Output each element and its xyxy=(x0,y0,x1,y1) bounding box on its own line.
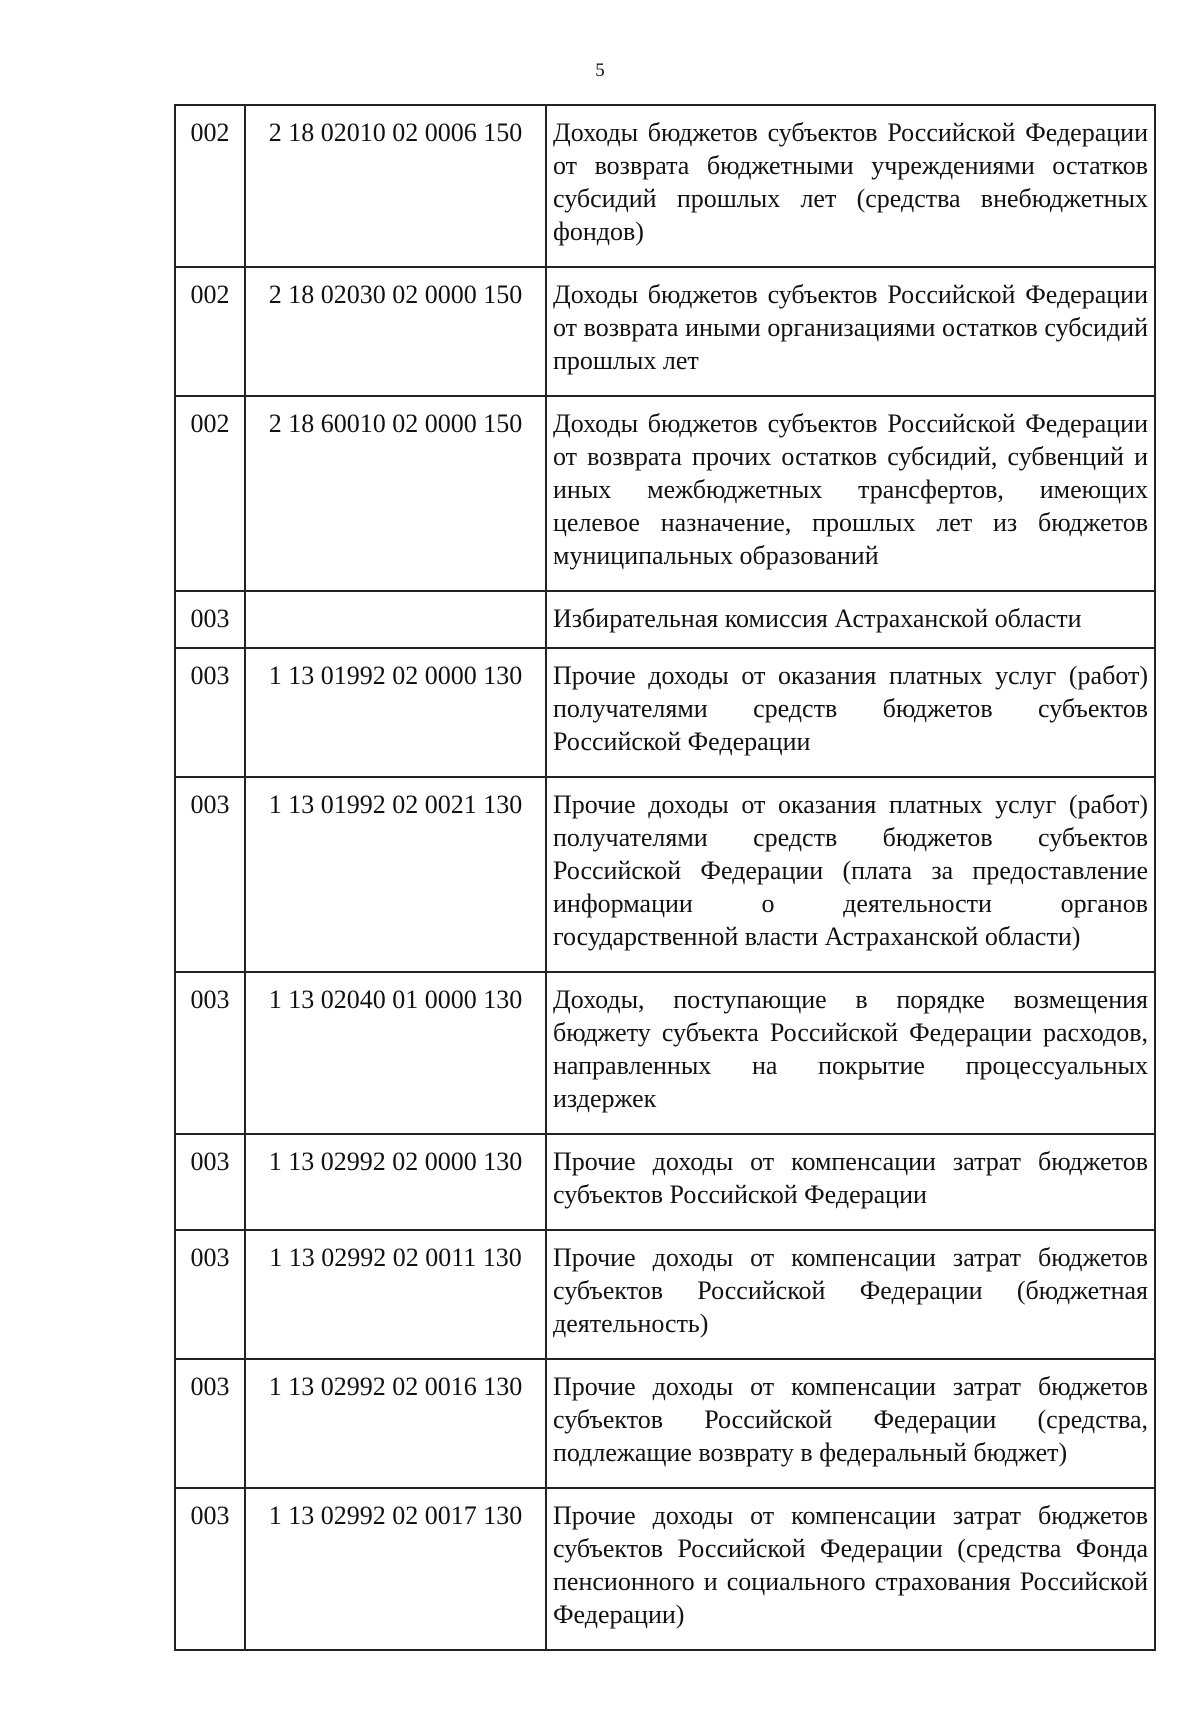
description-cell: Прочие доходы от компенсации затрат бюджетов субъектов Российской Федерации (средства Фонда пенсионного и социального страхования Российской Федерации) xyxy=(546,1488,1155,1650)
admin-code-cell: 002 xyxy=(175,105,245,267)
budget-code-cell: 1 13 02992 02 0016 130 xyxy=(245,1359,546,1488)
budget-code-cell: 1 13 01992 02 0000 130 xyxy=(245,648,546,777)
budget-code-cell: 2 18 02030 02 0000 150 xyxy=(245,267,546,396)
description-cell: Прочие доходы от компенсации затрат бюджетов субъектов Российской Федерации (средства, подлежащие возврату в федеральный бюджет) xyxy=(546,1359,1155,1488)
revenue-table xyxy=(174,104,1156,1651)
description-cell: Доходы, поступающие в порядке возмещения бюджету субъекта Российской Федерации расходов, направленных на покрытие процессуальных издержек xyxy=(546,972,1155,1134)
admin-code-cell: 003 xyxy=(175,1488,245,1650)
admin-code-cell: 003 xyxy=(175,1230,245,1359)
table-row xyxy=(175,1134,1155,1230)
admin-code-cell: 003 xyxy=(175,1134,245,1230)
table-row xyxy=(175,1488,1155,1650)
description-cell: Прочие доходы от оказания платных услуг (работ) получателями средств бюджетов субъектов Российской Федерации (плата за предоставление информации о деятельности органов государственной власти Астраханской области) xyxy=(546,777,1155,972)
description-cell: Прочие доходы от оказания платных услуг (работ) получателями средств бюджетов субъектов Российской Федерации xyxy=(546,648,1155,777)
table-row xyxy=(175,972,1155,1134)
table-row xyxy=(175,648,1155,777)
table-row xyxy=(175,105,1155,267)
description-cell: Прочие доходы от компенсации затрат бюджетов субъектов Российской Федерации xyxy=(546,1134,1155,1230)
budget-code-cell: 1 13 02992 02 0000 130 xyxy=(245,1134,546,1230)
description-cell: Избирательная комиссия Астраханской области xyxy=(546,591,1155,648)
description-cell: Доходы бюджетов субъектов Российской Федерации от возврата бюджетными учреждениями остатков субсидий прошлых лет (средства внебюджетных фондов) xyxy=(546,105,1155,267)
admin-code-cell: 002 xyxy=(175,396,245,591)
description-cell: Прочие доходы от компенсации затрат бюджетов субъектов Российской Федерации (бюджетная деятельность) xyxy=(546,1230,1155,1359)
admin-code-cell: 002 xyxy=(175,267,245,396)
admin-code-cell: 003 xyxy=(175,972,245,1134)
budget-code-cell: 2 18 60010 02 0000 150 xyxy=(245,396,546,591)
admin-code-cell: 003 xyxy=(175,1359,245,1488)
table-row xyxy=(175,267,1155,396)
table-row xyxy=(175,777,1155,972)
budget-code-cell: 1 13 02992 02 0011 130 xyxy=(245,1230,546,1359)
description-cell: Доходы бюджетов субъектов Российской Федерации от возврата иными организациями остатков субсидий прошлых лет xyxy=(546,267,1155,396)
budget-code-cell: 1 13 02040 01 0000 130 xyxy=(245,972,546,1134)
description-cell: Доходы бюджетов субъектов Российской Федерации от возврата прочих остатков субсидий, субвенций и иных межбюджетных трансфертов, имеющих целевое назначение, прошлых лет из бюджетов муниципальных образований xyxy=(546,396,1155,591)
budget-code-cell: 1 13 01992 02 0021 130 xyxy=(245,777,546,972)
revenue-codes-table xyxy=(174,104,1154,1651)
budget-code-cell xyxy=(245,591,546,648)
table-row xyxy=(175,1359,1155,1488)
page-number: 5 xyxy=(595,60,605,81)
budget-code-cell: 2 18 02010 02 0006 150 xyxy=(245,105,546,267)
admin-code-cell: 003 xyxy=(175,591,245,648)
table-row xyxy=(175,1230,1155,1359)
admin-code-cell: 003 xyxy=(175,648,245,777)
admin-code-cell: 003 xyxy=(175,777,245,972)
table-row xyxy=(175,591,1155,648)
budget-code-cell: 1 13 02992 02 0017 130 xyxy=(245,1488,546,1650)
table-row xyxy=(175,396,1155,591)
